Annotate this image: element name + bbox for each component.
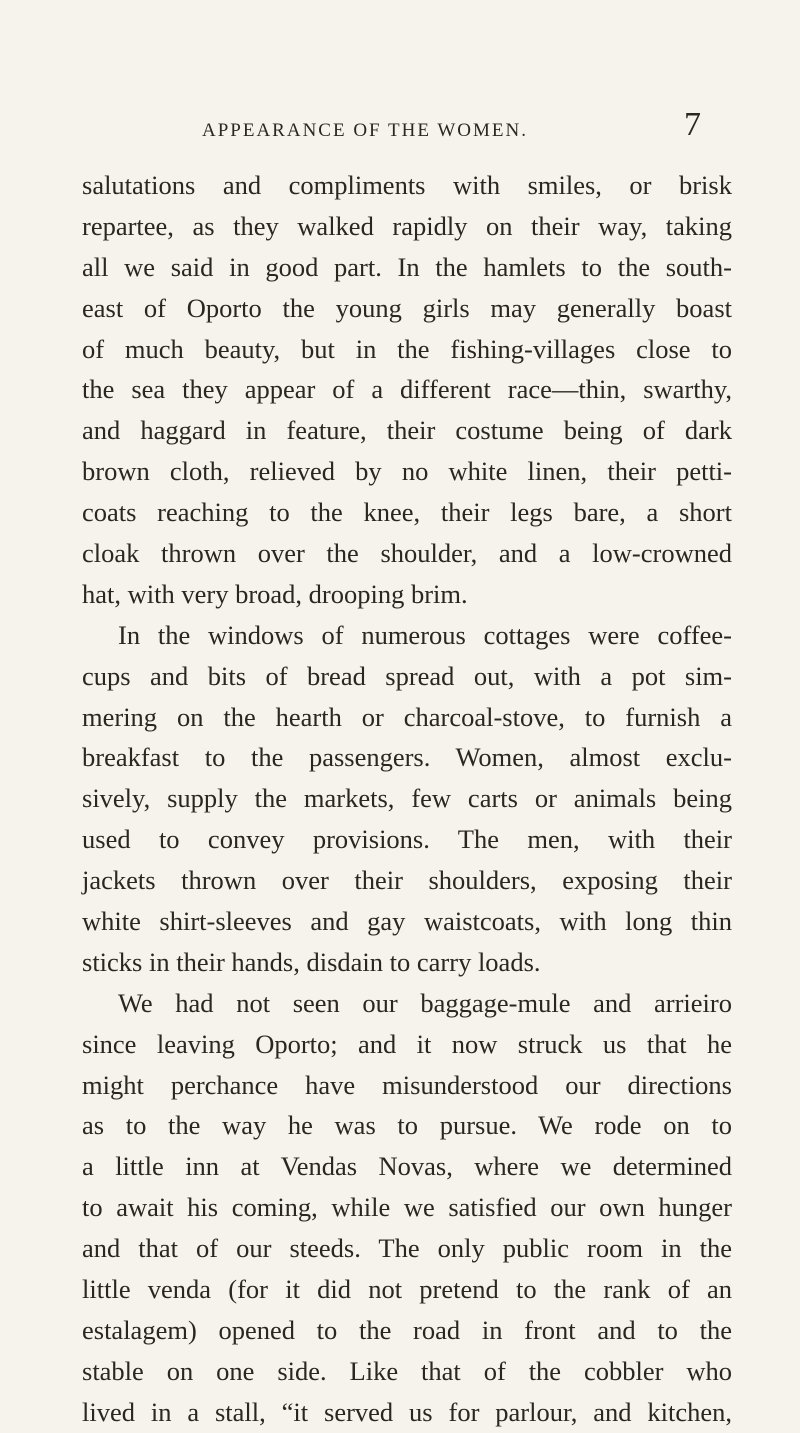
text-line: cloak thrown over the shoulder, and a low-crowned: [82, 538, 732, 569]
text-line: We had not seen our baggage-mule and arrieiro: [118, 987, 732, 1018]
page-header: [0, 108, 800, 148]
text-line: of much beauty, but in the fishing-villages close to: [82, 333, 732, 364]
text-line: mering on the hearth or charcoal-stove, to furnish a: [82, 701, 732, 732]
text-line: sticks in their hands, disdain to carry loads.: [82, 946, 541, 977]
text-line: might perchance have misunderstood our directions: [82, 1069, 732, 1100]
text-line: breakfast to the passengers. Women, almost exclu-: [82, 742, 732, 773]
running-head: APPEARANCE OF THE WOMEN.: [202, 120, 528, 141]
text-line: all we said in good part. In the hamlets to the south-: [82, 251, 732, 282]
text-line: a little inn at Vendas Novas, where we determined: [82, 1151, 732, 1182]
text-line: cups and bits of bread spread out, with a pot sim-: [82, 660, 732, 691]
text-line: and that of our steeds. The only public room in the: [82, 1233, 732, 1264]
text-line: stable on one side. Like that of the cobbler who: [82, 1355, 732, 1386]
text-line: little venda (for it did not pretend to the rank of an: [82, 1274, 732, 1305]
text-line: used to convey provisions. The men, with their: [82, 824, 732, 855]
text-line: since leaving Oporto; and it now struck us that he: [82, 1028, 732, 1059]
text-line: salutations and compliments with smiles, or brisk: [82, 170, 732, 200]
text-line: white shirt-sleeves and gay waistcoats, with long thin: [82, 906, 732, 937]
text-line: and haggard in feature, their costume being of dark: [82, 415, 732, 446]
text-line: repartee, as they walked rapidly on their way, taking: [82, 210, 732, 241]
text-line: sively, supply the markets, few carts or animals being: [82, 783, 732, 814]
text-line: coats reaching to the knee, their legs bare, a short: [82, 497, 732, 528]
text-line: hat, with very broad, drooping brim.: [82, 578, 468, 609]
text-line: estalagem) opened to the road in front and to the: [82, 1314, 732, 1345]
text-line: In the windows of numerous cottages were coffee-: [118, 619, 732, 650]
text-line: lived in a stall, “it served us for parlour, and kitchen,: [82, 1396, 732, 1427]
text-line: brown cloth, relieved by no white linen, their petti-: [82, 456, 732, 487]
text-line: jackets thrown over their shoulders, exposing their: [82, 865, 732, 896]
text-line: the sea they appear of a different race—thin, swarthy,: [82, 374, 732, 405]
text-line: to await his coming, while we satisfied our own hunger: [82, 1192, 732, 1223]
body-text: [82, 165, 732, 1433]
text-line: east of Oporto the young girls may generally boast: [82, 292, 732, 323]
text-line: as to the way he was to pursue. We rode on to: [82, 1110, 732, 1141]
page-number: 7: [684, 106, 701, 143]
